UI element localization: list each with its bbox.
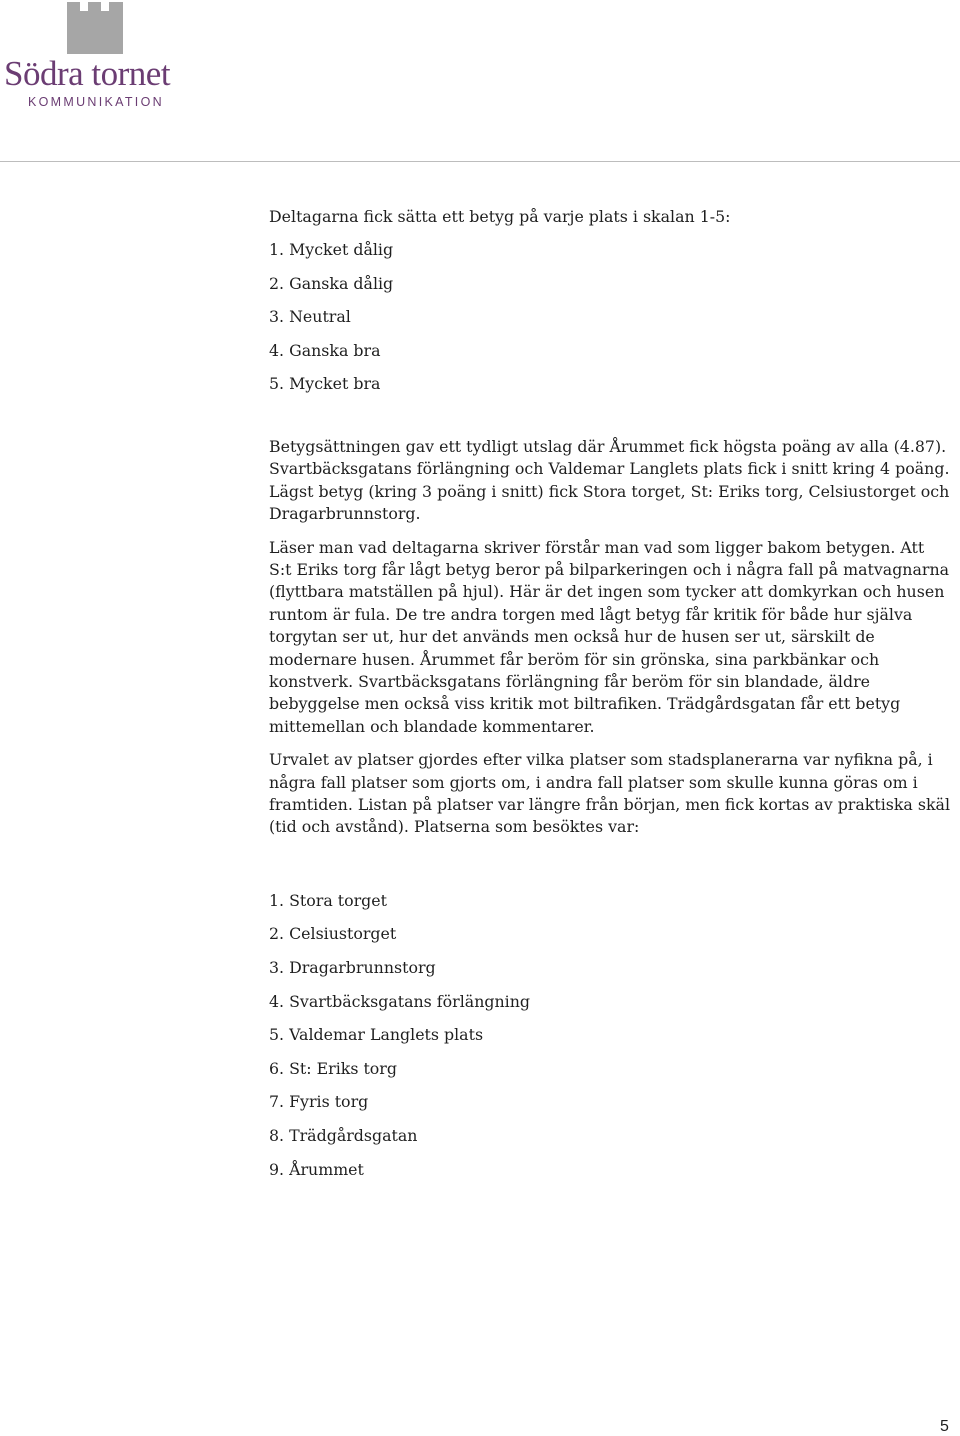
list-item: 7. Fyris torg bbox=[269, 1092, 369, 1112]
page-number: 5 bbox=[940, 1418, 949, 1435]
list-item: 5. Valdemar Langlets plats bbox=[269, 1025, 484, 1045]
logo-name: Södra tornet bbox=[4, 54, 171, 93]
tower-icon bbox=[67, 2, 123, 54]
list-item: 1. Mycket dålig bbox=[269, 240, 394, 259]
document-body bbox=[269, 206, 951, 1184]
list-item: 4. Ganska bra bbox=[269, 340, 381, 360]
list-item: 1. Stora torget bbox=[269, 890, 387, 910]
list-item: 4. Svartbäcksgatans förlängning bbox=[269, 991, 530, 1011]
list-item: 3. Dragarbrunnstorg bbox=[269, 958, 436, 978]
list-item: 9. Årummet bbox=[269, 1159, 364, 1179]
selection-paragraph: Urvalet av platser gjordes efter vilka platser som stadsplanerarna var nyfikna på, i några fall platser som gjorts om, i andra fall platser som skulle kunna göras om i framtiden. Listan på platser var längre från början, men fick kortas av praktiska skäl (tid och avstånd). Platserna som besöktes var: bbox=[269, 750, 951, 837]
places-list bbox=[269, 882, 951, 1184]
company-logo bbox=[0, 0, 200, 112]
list-item: 6. St: Eriks torg bbox=[269, 1058, 397, 1078]
list-item: 8. Trädgårdsgatan bbox=[269, 1126, 418, 1146]
list-item: 3. Neutral bbox=[269, 307, 351, 327]
header-divider bbox=[0, 161, 960, 162]
list-item: 2. Celsiustorget bbox=[269, 924, 397, 944]
logo-subtitle: KOMMUNIKATION bbox=[28, 95, 164, 109]
rating-intro: Deltagarna fick sätta ett betyg på varje plats i skalan 1-5: bbox=[269, 207, 731, 226]
list-item: 5. Mycket bra bbox=[269, 374, 381, 394]
results-paragraph: Betygsättningen gav ett tydligt utslag där Årummet fick högsta poäng av alla (4.87). Svartbäcksgatans förlängning och Valdemar Langlets plats fick i snitt kring 4 poäng. Lägst betyg (kring 3 poäng i snitt) fick Stora torget, St: Eriks torg, Celsiustorget och Dragarbrunnstorg. bbox=[269, 436, 950, 524]
analysis-paragraph: Läser man vad deltagarna skriver förstår man vad som ligger bakom betygen. Att S:t Eriks torg får lågt betyg beror på bilparkeringen och i några fall på matvagnarna (flyttbara matställen på hjul). Här är det ingen som tycker att domkyrkan och husen runtom är fula. De tre andra torgen med lågt betyg får kritik för både hur själva torgytan ser ut, hur det används men också hur de husen ser ut, särskilt de modernare husen. Årummet får beröm för sin grönska, sina parkbänkar och konstverk. Svartbäcksgatans förlängning får beröm för sin blandade, äldre bebyggelse men också viss kritik mot biltrafiken. Trädgårdsgatan får ett betyg mittemellan och blandade kommentarer. bbox=[269, 537, 950, 736]
rating-scale-list bbox=[269, 231, 951, 399]
list-item: 2. Ganska dålig bbox=[269, 273, 394, 293]
